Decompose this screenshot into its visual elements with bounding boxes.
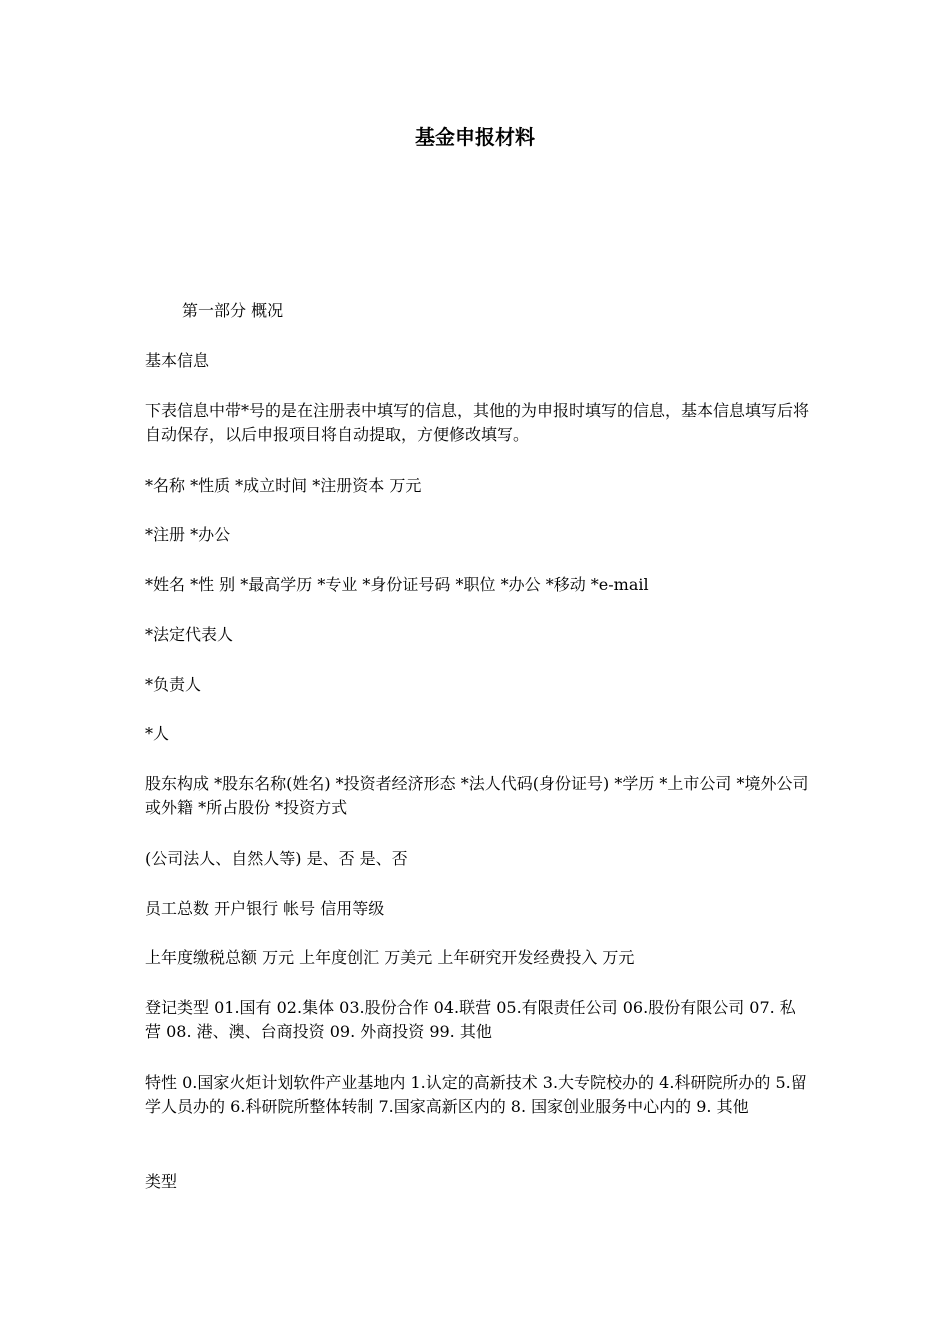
section-heading: 第一部分 概况	[182, 301, 284, 320]
line-registration-type: 登记类型 01.国有 02.集体 03.股份合作 04.联营 05.有限责任公司 06.股份有限公司 07. 私营 08. 港、澳、台商投资 09. 外商投资 99. 其他	[145, 998, 796, 1041]
basic-info-heading: 基本信息	[145, 351, 210, 370]
line-responsible: *负责人	[145, 675, 202, 694]
intro-paragraph: 下表信息中带*号的是在注册表中填写的信息，其他的为申报时填写的信息，基本信息填写后将自动保存，以后申报项目将自动提取，方便修改填写。	[145, 401, 810, 444]
line-shareholders: 股东构成 *股东名称(姓名) *投资者经济形态 *法人代码(身份证号) *学历 *上市公司 *境外公司或外籍 *所占股份 *投资方式	[145, 774, 809, 817]
line-register: *注册 *办公	[145, 525, 231, 544]
line-tax: 上年度缴税总额 万元 上年度创汇 万美元 上年研究开发经费投入 万元	[145, 948, 635, 967]
line-company-type: (公司法人、自然人等) 是、否 是、否	[145, 849, 408, 868]
line-legal-rep: *法定代表人	[145, 625, 234, 644]
line-type: 类型	[145, 1172, 178, 1191]
line-person: *人	[145, 724, 170, 743]
line-name: *名称 *性质 *成立时间 *注册资本 万元	[145, 476, 422, 495]
line-person-fields: *姓名 *性 别 *最高学历 *专业 *身份证号码 *职位 *办公 *移动 *e-mail	[145, 575, 649, 594]
line-features: 特性 0.国家火炬计划软件产业基地内 1.认定的高新技术 3.大专院校办的 4.科研院所办的 5.留学人员办的 6.科研院所整体转制 7.国家高新区内的 8. 国家创业服务中心内的 9. 其他	[145, 1073, 807, 1116]
document-title: 基金申报材料	[415, 125, 535, 149]
line-staff: 员工总数 开户银行 帐号 信用等级	[145, 899, 385, 918]
